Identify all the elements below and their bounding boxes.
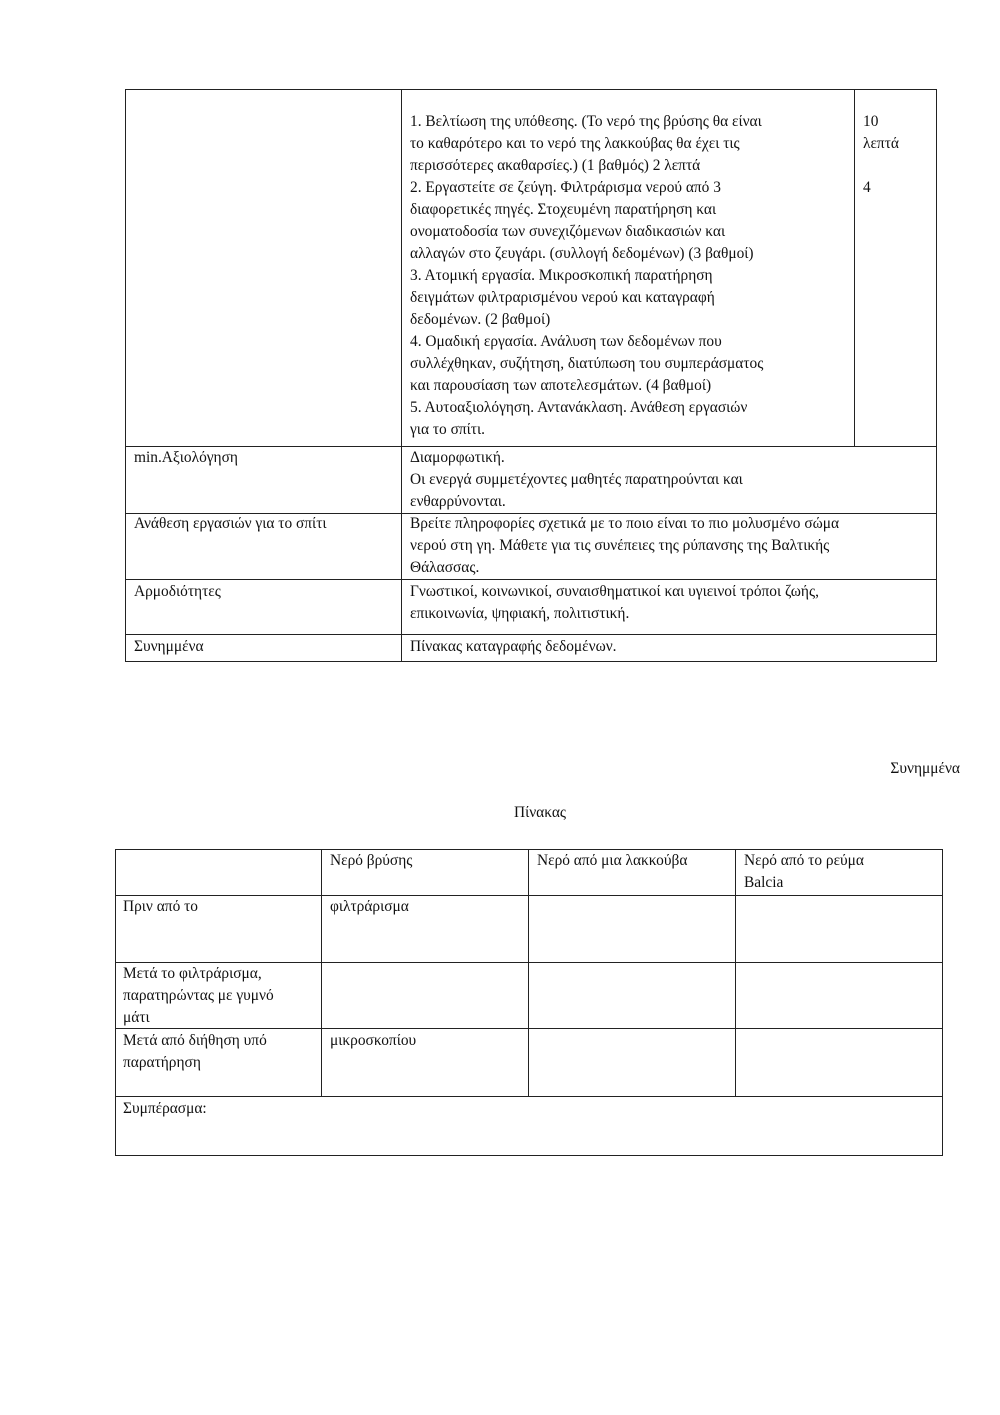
row-value-competences: Γνωστικοί, κοινωνικοί, συναισθηματικοί και υγιεινοί τρόποι ζωής, επικοινωνία, ψηφιακή, πολιτιστική. bbox=[410, 583, 819, 622]
conclusion-label: Συμπέρασμα: bbox=[123, 1100, 207, 1117]
table-rule bbox=[115, 1096, 943, 1097]
table-rule bbox=[125, 579, 937, 580]
attachments-heading: Συνημμένα bbox=[890, 760, 960, 777]
row-label-attachments: Συνημμένα bbox=[134, 638, 204, 655]
row-value-assessment: Διαμορφωτική. Οι ενεργά συμμετέχοντες μαθητές παρατηρούνται και ενθαρρύνονται. bbox=[410, 449, 743, 510]
table-border-bottom bbox=[115, 1155, 943, 1156]
table-border-top bbox=[125, 89, 937, 90]
row-value-homework: Βρείτε πληροφορίες σχετικά με το ποιο είναι το πιο μολυσμένο σώμα νερού στη γη. Μάθετε για τις συνέπειες της ρύπανσης της Βαλτικής Θάλασσας. bbox=[410, 515, 840, 576]
row-label-homework: Ανάθεση εργασιών για το σπίτι bbox=[134, 515, 327, 532]
lesson-steps-cell: 1. Βελτίωση της υπόθεσης. (Το νερό της βρύσης θα είναι το καθαρότερο και το νερό της λακκούβας θα έχει τις περισσότερες ακαθαρσίες.) (1 βαθμός) 2 λεπτά 2. Εργαστείτε σε ζεύγη. Φιλτράρισμα νερού από 3 διαφορετικές πηγές. Στοχευμένη παρατήρηση και ονοματοδοσία των συνεχιζόμενων διαδικασιών και αλλαγών στο ζευγάρι. (συλλογή δεδομένων) (3 βαθμοί) 3. Ατομική εργασία. Μικροσκοπική παρατήρηση δειγμάτων φιλτραρισμένου νερού και καταγραφή δεδομένων. (2 βαθμοί) 4. Ομαδική εργασία. Ανάλυση των δεδομένων που συλλέχθηκαν, συζήτηση, διατύπωση του συμπεράσματος και παρουσίαση των αποτελεσμάτων. (4 βαθμοί) 5. Αυτοαξιολόγηση. Αντανάκλαση. Ανάθεση εργασιών για το σπίτι. bbox=[410, 113, 764, 438]
row-label-after-filtering: Μετά το φιλτράρισμα, παρατηρώντας με γυμνό μάτι bbox=[123, 965, 274, 1026]
table-title: Πίνακας bbox=[513, 804, 567, 821]
row-cell: μικροσκοπίου bbox=[330, 1032, 417, 1049]
header-cell-puddle-water: Νερό από μια λακκούβα bbox=[537, 852, 688, 869]
table-border-left bbox=[115, 849, 116, 1156]
row-label-assessment: min.Αξιολόγηση bbox=[134, 449, 238, 466]
row-label-after-microscope: Μετά από διήθηση υπό παρατήρηση bbox=[123, 1032, 267, 1071]
header-cell-stream-water: Νερό από το ρεύμα Balcia bbox=[744, 852, 864, 891]
table-rule bbox=[125, 634, 937, 635]
table-column-divider bbox=[528, 849, 529, 1097]
row-label-competences: Αρμοδιότητες bbox=[134, 583, 221, 600]
row-label-before: Πριν από το bbox=[123, 898, 198, 915]
table-border-bottom bbox=[125, 661, 937, 662]
row-cell: φιλτράρισμα bbox=[330, 898, 409, 915]
table-border-left bbox=[125, 89, 126, 662]
table-column-divider bbox=[735, 849, 736, 1097]
table-border-right bbox=[936, 89, 937, 662]
table-column-divider bbox=[401, 89, 402, 662]
lesson-time-cell: 10 λεπτά 4 bbox=[863, 113, 899, 196]
table-column-divider bbox=[321, 849, 322, 1097]
row-value-attachments: Πίνακας καταγραφής δεδομένων. bbox=[410, 638, 617, 655]
header-cell-tap-water: Νερό βρύσης bbox=[330, 852, 413, 869]
table-border-right bbox=[942, 849, 943, 1156]
